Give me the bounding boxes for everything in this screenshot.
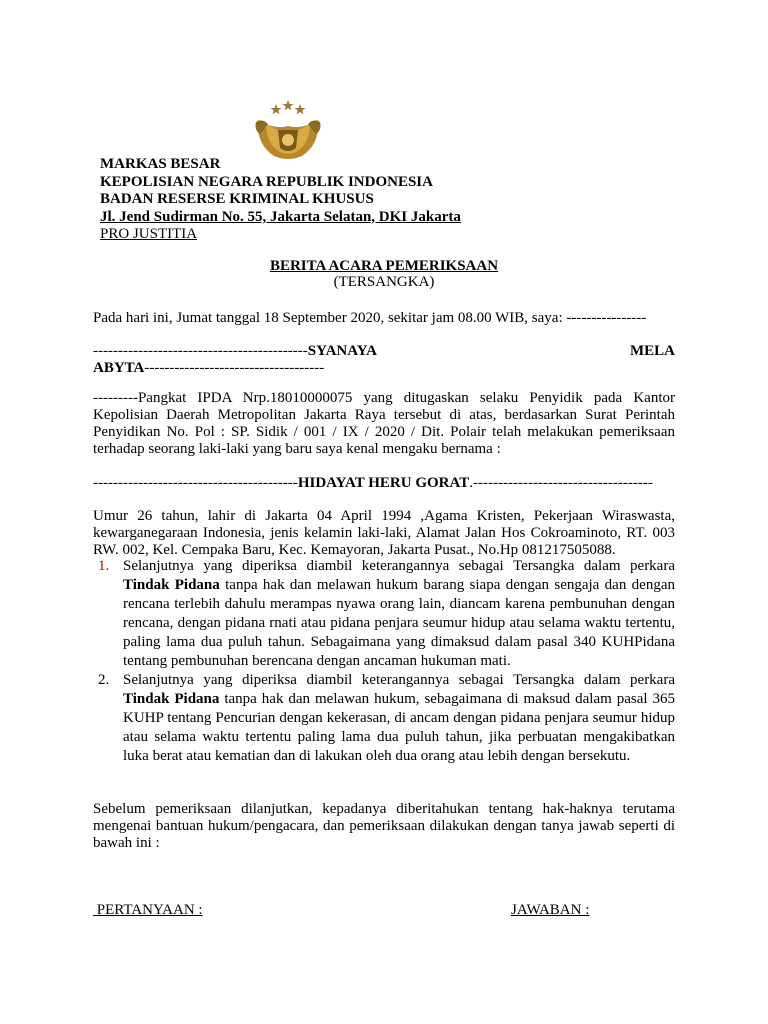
rank-paragraph: ---------Pangkat IPDA Nrp.18010000075 yang ditugaskan selaku Penyidik pada Kantor Kepolisian Daerah Metropolitan Jakarta Raya tersebut di atas, berdasarkan Surat Perintah Penyidikan No. Pol : SP. Sidik / 001 / IX / 2020 / Dit. Polair telah melakukan pemeriksaan terhadap seorang laki-laki yang baru saya kenal mengaku bernama :	[93, 390, 675, 457]
identity-paragraph: Umur 26 tahun, lahir di Jakarta 04 April 1994 ,Agama Kristen, Pekerjaan Wiraswasta, kewarganegaraan Indonesia, jenis kelamin laki-laki, Alamat Jalan Hos Cokroaminoto, RT. 003 RW. 002, Kel. Cempaka Baru, Kec. Kemayoran, Jakarta Pusat., No.Hp 081217505088.	[93, 508, 675, 558]
suspect-prefix-dashes: -----------------------------------------	[93, 475, 298, 491]
investigator-first-name: SYANAYA	[307, 343, 378, 359]
closing-paragraph: Sebelum pemeriksaan dilanjutkan, kepadanya diberitahukan tentang hak-haknya terutama mengenai bantuan hukum/pengacara, dan pemeriksaan dilakukan dengan tanya jawab seperti di bawah ini :	[93, 801, 675, 851]
offense-label: Tindak Pidana	[123, 577, 220, 593]
document-subtitle: (TERSANGKA)	[333, 274, 435, 290]
investigator-line-2	[93, 360, 675, 377]
header-address: Jl. Jend Sudirman No. 55, Jakarta Selatan, DKI Jakarta	[100, 208, 461, 225]
suspect-line	[93, 475, 675, 492]
header-police-name: KEPOLISIAN NEGARA REPUBLIK INDONESIA	[100, 173, 433, 190]
list-item-number: 1.	[98, 558, 110, 574]
intro-line: Pada hari ini, Jumat tanggal 18 September 2020, sekitar jam 08.00 WIB, saya: ----------------	[93, 310, 647, 326]
investigator-middle-name: MELA	[630, 343, 675, 359]
list-item: 1. Selanjutnya yang diperiksa diambil keterangannya sebagai Tersangka dalam perkara Tindak Pidana tanpa hak dan melawan hukum barang siapa dengan sengaja dan dengan rencana terlebih dahulu merampas nyawa orang lain, diancam karena pembunuhan dengan rencana, dengan pidana rnati atau pidana penjara seumur hidup atau selama waktu tertentu, paling lama dua puluh tahun. Sebagaimana yang dimaksud dalam pasal 340 KUHPidana tentang pembunuhan berencana dengan ancaman hukuman mati.	[98, 558, 675, 669]
header-pro-justitia: PRO JUSTITIA	[100, 226, 198, 242]
list-item: 2. Selanjutnya yang diperiksa diambil keterangannya sebagai Tersangka dalam perkara Tindak Pidana tanpa hak dan melawan hukum, sebagaimana di maksud dalam pasal 365 KUHP tentang Pencurian dengan kekerasan, di ancam dengan pidana penjara seumur hidup atau selama waktu tertentu paling lama dua puluh tahun, jika perbuatan mengakibatkan luka berat atau kematian dan di lakukan oleh dua orang atau lebih dengan bersekutu.	[98, 672, 675, 764]
suspect-suffix-dashes: .------------------------------------	[469, 475, 653, 491]
header-division: BADAN RESERSE KRIMINAL KHUSUS	[100, 191, 374, 207]
list-item-number: 2.	[98, 672, 110, 688]
document-title: BERITA ACARA PEMERIKSAAN	[269, 258, 499, 274]
investigator-line	[93, 343, 675, 360]
letterhead	[100, 156, 461, 244]
charges-list	[93, 557, 675, 766]
investigator-suffix-dashes: ------------------------------------	[144, 360, 325, 376]
question-label: PERTANYAAN :	[93, 902, 203, 918]
offense-label: Tindak Pidana	[123, 691, 220, 707]
answer-label: JAWABAN :	[511, 902, 590, 918]
investigator-last-name: ABYTA	[93, 360, 145, 376]
investigator-prefix-dashes: -------------------------------------------	[93, 343, 308, 359]
header-institution: MARKAS BESAR	[100, 156, 221, 172]
police-emblem-icon	[252, 100, 324, 162]
suspect-name: HIDAYAT HERU GORAT	[297, 475, 470, 491]
